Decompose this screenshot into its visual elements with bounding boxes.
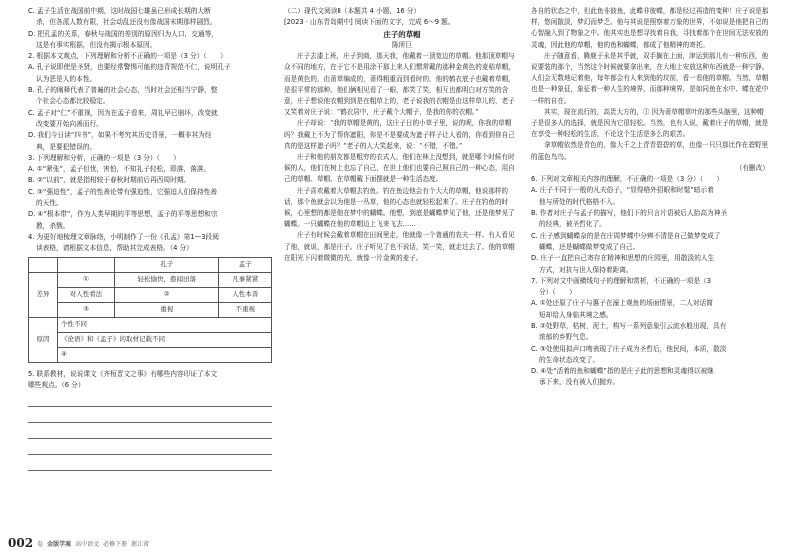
table-cell: 个性不同 bbox=[58, 317, 272, 332]
q1-options-tail bbox=[28, 6, 273, 51]
table-header-mengzi: 孟子 bbox=[219, 257, 272, 272]
option-line: D. 我们今日读“四书”，如果不考究其历史背景，一概非其为经 bbox=[28, 131, 212, 140]
table-corner bbox=[58, 257, 115, 272]
option-line: 认为恶是人的本性。 bbox=[36, 74, 97, 83]
table-corner bbox=[29, 257, 58, 272]
comparison-table bbox=[28, 257, 272, 363]
table-cell: 《论语》和《孟子》的取材记载不同 bbox=[58, 332, 272, 347]
article-paragraph: 庄子和他的朋友都是粗穷的衣式人，他们在林上没想到，就是哪个时候有时候的人，他们在树上也忘了自己，在世上他们也要自己照自己的一种心态，用自己的草帽、草帽、在草帽戴下面摆就是一种生活态度。 bbox=[284, 153, 515, 184]
question-7 bbox=[531, 276, 769, 389]
option-line: B. 作者对庄子与孟子的描写，他们下的只言片语被后人抬高为神圣 bbox=[531, 209, 728, 218]
article-author: 陈所巨 bbox=[391, 40, 413, 49]
row-label-reason: 原因 bbox=[29, 317, 58, 362]
option-line: 方式，对抗与世人保持着距离。 bbox=[539, 265, 633, 274]
text-line: 这是有事实根据，但没有揭示根本原因。 bbox=[36, 40, 157, 49]
table-cell[interactable]: ① bbox=[58, 272, 115, 287]
question-6 bbox=[531, 174, 769, 276]
question-stem: 5. 联系教材，说说课文《齐桓晋文之事》有哪些内容印证了本文 bbox=[28, 369, 218, 378]
article-paragraph: 庄子随意看，腾鹿于永是其乎就，双手搁在上面，津运到那儿有一种东西，他说要装的那个，当然这个时候就要拿出来，在大地上安放这种东西就是一种宁静。人们会无数地记着他，每年都会有人来到他的坟前，看一看他的草帽。当然，草帽也是一种象征，象征着一种人生的境界，而那种境界，是如同鱼在水中、蝶在花中一样的自在。 bbox=[531, 51, 769, 105]
option-line: A. ①“紧张”，孟子但忧，害怕，不知礼子轻松，即落，落落。 bbox=[28, 165, 211, 174]
table-cell-answer[interactable]: ④ bbox=[58, 347, 272, 362]
table-cell: 重视 bbox=[115, 302, 219, 317]
answer-line[interactable] bbox=[28, 439, 272, 455]
table-cell-answer[interactable]: ③ bbox=[58, 302, 115, 317]
option-line: C. 庄子感到蝴蝶奈的是在庄周梦蝶中分辨不清是自己做梦变成了 bbox=[531, 231, 721, 240]
option-line: 的生命状态改变了。 bbox=[539, 355, 600, 364]
article-paragraph: 庄子喜欢戴着大草帽去钓鱼。钓在鱼边他会有个大大的草帽，他说那样的话，那个鱼就会以为他是一丛草，他的心态也就轻松起来了。庄子在钓鱼的时候，心里想的都是他在梦中的蝴蝶。他想，到底是蝴蝶梦见了他，还是他梦见了蝴蝶。一只蝴蝶在他的草帽边上飞来飞去…… bbox=[284, 186, 515, 229]
option-line: 浓郁的乡野气息。 bbox=[539, 333, 593, 342]
article-paragraph: 各自的状态之中，但此鱼非彼鱼，此蝶非彼蝶，都是经过再造的变种！庄子说是那样，悠闲散淡，梦幻而梦乏。他与其说是照察着万象的世界，不如说是他把自己的心智融入到了物象之中。他其实也是想寻找着自我，寻找着那个在世间无法安放的灵魂，因此他的草帽，他的鱼和蝴蝶，都成了他精神的寄托。 bbox=[531, 7, 769, 49]
table-header-kongzi: 孔子 bbox=[115, 257, 219, 272]
table-cell-answer[interactable]: ② bbox=[115, 287, 219, 302]
table-cell: 凡事紧紧 bbox=[219, 272, 272, 287]
page-footer bbox=[8, 536, 149, 550]
answer-line[interactable] bbox=[28, 423, 272, 439]
option-line: B. ②“以前”，就是指相较于春秋时期前后再西周时期。 bbox=[28, 176, 191, 185]
section-heading: （二）现代文阅读Ⅱ（本题共 4 小题，16 分） bbox=[284, 7, 421, 15]
article-paragraph: 庄子有时候会戴着草帽在田间里走，他就像一个普通的农夫一样。有人看见了他，就说，那是庄子。庄子听见了也不说话，笑一笑，就走过去了。他的草帽在阳光下闪着微微的光，就像一片金黄的麦子。 bbox=[284, 231, 515, 262]
text-line: C. 孟子生活在战国前中期，这时战国七雄虽已形成长期的大断 bbox=[28, 7, 211, 15]
article-paragraph: 庄子却说：“我的草帽是黄的，这庄子日的小草子里，说的呢，你我的草帽吗？我戴上不为了帮你遮阳，你是不是要成为遮子样子让人看的，你看到你自己真的是这样遮子吗？”老子的人大笑起来，说：“不错，不错。” bbox=[284, 119, 515, 150]
question-2 bbox=[28, 51, 273, 153]
option-line: 改变要开始向善而行。 bbox=[36, 119, 103, 128]
question-stem: 哪些观点。（6 分） bbox=[28, 380, 85, 389]
article-paragraph: 庄子去漆上班，庄子到商，那天我，他戴着一顶宽边的草帽。他那顶草帽与众不同的地方，在于它不是用涂干那上来人们惯常戴的那种金黄色的麦秸草帽，而是黄色的，由莆草编成的，莆得粗重而到看时的，他的鹤衣底子也戴着草帽，是很平常的那种。他们俩相见看了一眼，都笑了笑，相互也都明白对方笑的含意，庄子想说他衣帽到到是在粗草上的，老子说我的衣帽是由这样草儿的，老子又笑着对庄子说：“鹤衣居中，庄子戴个大帽子，是我的你的衣帽。” bbox=[284, 52, 515, 117]
question-5 bbox=[28, 369, 273, 472]
question-4 bbox=[28, 232, 273, 363]
footer-book: 必修下册 bbox=[103, 540, 128, 548]
option-line: D. 庄子一直把自己寄存在精神和思想的庄园里，用散淡的人生 bbox=[531, 254, 715, 263]
answer-line[interactable] bbox=[28, 407, 272, 423]
option-line: 的经典，被圣哲化了。 bbox=[539, 220, 606, 229]
option-line: 他与所处的时代格格不入。 bbox=[539, 197, 620, 206]
abridged-note: （有删改） bbox=[735, 163, 769, 172]
answer-line[interactable] bbox=[28, 391, 272, 407]
table-cell: 轻松愉快，憨闻田落 bbox=[115, 272, 219, 287]
table-cell: 人性本善 bbox=[219, 287, 272, 302]
option-line: 个社会心态都比较稳定。 bbox=[36, 97, 110, 106]
question-stem: 4. 为更好地梳理文章脉络，小明制作了一份《孔孟》第1—3段阅 bbox=[28, 232, 219, 241]
table-cell: 不重视 bbox=[219, 302, 272, 317]
option-line: D. ④处“活着的鱼和蝴蝶”指的是庄子此的思想和灵魂得以被继 bbox=[531, 367, 714, 376]
option-line: 承下来，没有被人们抛弃。 bbox=[539, 378, 620, 387]
option-line: C. ③“强迫性”，孟子的性善论带有强迫性，它强迫人们保持性善 bbox=[28, 187, 218, 196]
option-line: 典，是要犯错误的。 bbox=[36, 142, 97, 151]
text-line: D. 把孔孟的关系，春秋与战国的差别的原因归为人口，交通等， bbox=[28, 29, 218, 38]
option-line: 教，杀戮。 bbox=[36, 221, 70, 230]
question-stem: 分）（ ） bbox=[539, 288, 576, 297]
question-stem: 2. 根据本文观点，下列理解和分析不正确的一项是（3 分）（ ） bbox=[28, 52, 227, 61]
question-stem: 3. 下列理解和分析，正确的一项是（3 分）（ ） bbox=[28, 153, 180, 162]
question-stem: 6. 下列对文章相关内容的理解，不正确的一项是（3 分）（ ） bbox=[531, 175, 724, 184]
footer-region: 浙江省 bbox=[131, 540, 150, 548]
table-cell: 对人性看法 bbox=[58, 287, 115, 302]
option-line: 短却给人身临其境之感。 bbox=[539, 310, 613, 319]
footer-label: 卷 bbox=[37, 540, 44, 548]
source-line: [2023 · 山东青岛期中] 阅读下面的文字，完成 6～9 题。 bbox=[284, 18, 455, 27]
option-line: A. 庄子不同于一般的凡夫俗子，“显得格外招眼和时髦”暗示着 bbox=[531, 186, 714, 195]
option-line: 的天性。 bbox=[36, 199, 63, 208]
question-stem: 读表格，请根据文本信息，帮助其完成表格。（4 分） bbox=[36, 244, 193, 253]
article-paragraph: 拿草帽依然是青色的，像大千之上青青碧碧的草，也像一只只那比作在碧野里的蓝色鸟鸟。 bbox=[531, 141, 769, 161]
option-line: C. ③处使用拟声口吻表现了庄子成为圣哲后，他民间，本质，散淡 bbox=[531, 344, 727, 353]
text-line: 杀，但各派人数有限，社会动乱还没有像战国末期那样剧烈。 bbox=[36, 18, 217, 27]
option-line: A. ①处还原了庄子与惠子在濠上观鱼的场面情景，二人对话简 bbox=[531, 299, 713, 308]
row-label-diff: 差异 bbox=[29, 272, 58, 317]
question-stem: 7. 下列对文中画横线句子的理解和赏析，不正确的一项是（3 bbox=[531, 276, 711, 285]
question-3 bbox=[28, 153, 273, 232]
column-middle bbox=[284, 6, 520, 264]
option-line: 蝴蝶，还是蝴蝶做梦变成了自己。 bbox=[539, 242, 640, 251]
option-line: C. 孟子对“仁”不重视，因为在孟子看来，周礼早已崩坏，改变就 bbox=[28, 108, 218, 117]
article-paragraph: 其实，现在流行的，高贵大方的，① 因为莆草帽草叶的那些头脑里，这种帽子是很多人的选择，就是因为它很轻松。当然，也有人说，戴着庄子的草帽，就是在享受一种轻松的生活，不论这个生活是多么的艰苦。 bbox=[531, 107, 769, 139]
answer-line[interactable] bbox=[28, 455, 272, 471]
option-line: D. ④“根本带”，作为人类早期的平等思想，孟子的平等思想和宗 bbox=[28, 210, 218, 219]
column-left bbox=[28, 6, 273, 471]
option-line: B. ②处野草，枯树，泥土，构写一系列意象引云流水般出现，具有 bbox=[531, 322, 727, 330]
page-number: 002 bbox=[8, 536, 34, 550]
footer-subject: 高中语文 bbox=[75, 540, 100, 548]
option-line: B. 孔子的阐释代表了普遍的社会心态，当时社会还相当宁静，整 bbox=[28, 86, 218, 95]
article-title: 庄子的草帽 bbox=[383, 29, 421, 39]
footer-series: 金版学案 bbox=[47, 540, 72, 548]
option-line: A. 孔子说即使是圣贤，也要经常警惕可能的违背规范不仁，说明孔子 bbox=[28, 63, 231, 72]
column-right bbox=[531, 6, 769, 389]
